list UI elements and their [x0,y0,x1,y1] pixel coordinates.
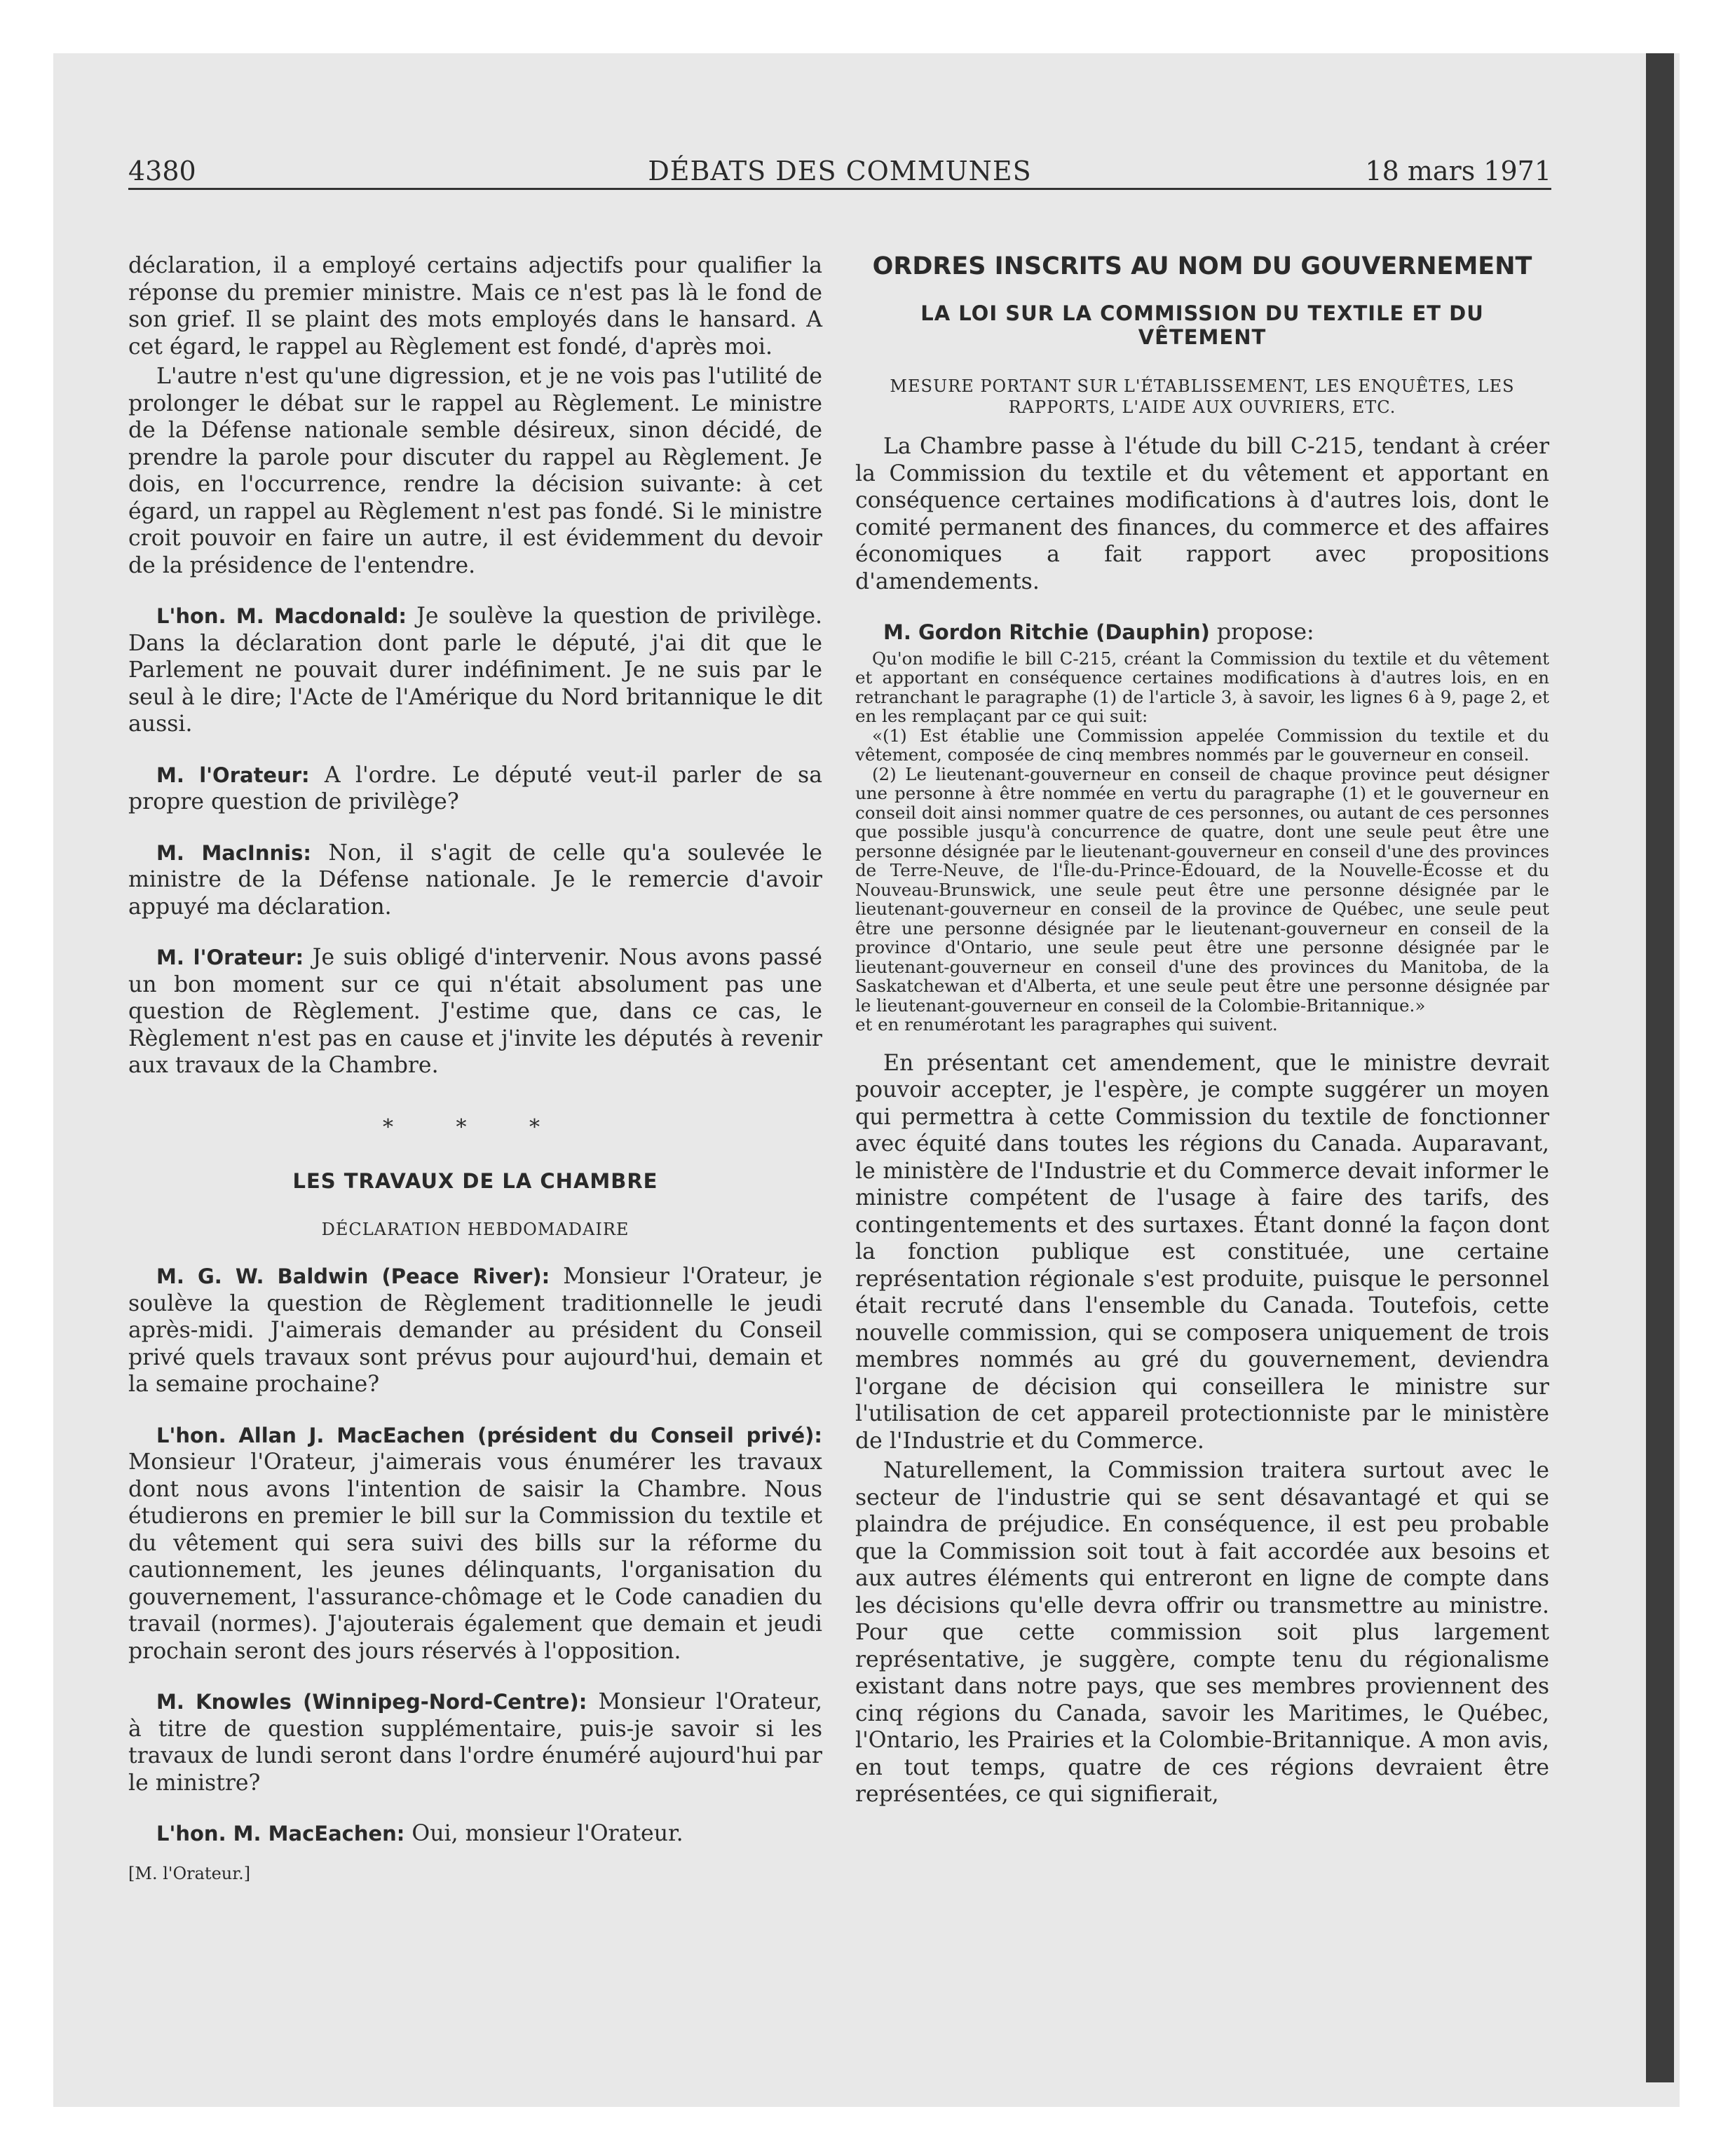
section-subtitle: DÉCLARATION HEBDOMADAIRE [321,1220,630,1239]
speech [128,1422,822,1665]
speech-text: propose: [1209,620,1314,645]
measure-description: MESURE PORTANT SUR L'ÉTABLISSEMENT, LES ENQUÊTES, LES RAPPORTS, L'AIDE AUX OUVRIERS, ETC. [890,376,1515,417]
paragraph: En présentant cet amendement, que le ministre devrait pouvoir accepter, je l'espère, je compte suggérer un moyen qui permettra à cette Commission du textile de fonctionner avec équité dans toutes les régions du Canada. Auparavant, le ministère de l'Industrie et du Commerce devait informer le ministre compétent de l'usage à faire des tarifs, des contingentements et des surtaxes. Étant donné la façon dont la fonction publique est constituée, une certaine représentation régionale s'est produite, puisque le personnel était recruté dans l'ensemble du Canada. Toutefois, cette nouvelle commission, qui se composera uniquement de trois membres nommés au gré du gouvernement, deviendra l'organe de décision qui conseillera le ministre sur l'utilisation de cet appareil protectionniste par le ministère de l'Industrie et du Commerce. [855,1050,1549,1454]
speech-text: Oui, monsieur l'Orateur. [404,1821,683,1846]
paragraph: L'autre n'est qu'une digression, et je ne vois pas l'utilité de prolonger le débat sur le rappel au Règlement. Le ministre de la Défense nationale semble désireux, sinon décidé, de prendre la parole pour discuter du rappel au Règlement. Je dois, en l'occurrence, rendre la décision suivante: à cet égard, un rappel au Règlement n'est pas fondé. Si le ministre croit pouvoir en faire un autre, il est évidemment du devoir de la présidence de l'entendre. [128,364,822,578]
amendment-paragraph: (2) Le lieutenant-gouverneur en conseil de chaque province peut désigner une personne à être nommée en vertu du paragraphe (1) et le gouverneur en conseil doit ainsi nommer quatre de ces personnes, ou autant de ces personnes que possible jusqu'à concurrence de quatre, dont une seule peut être une personne désignée par le lieutenant-gouverneur en conseil d'une des provinces de Terre-Neuve, de l'Île-du-Prince-Édouard, de la Nouvelle-Écosse et du Nouveau-Brunswick, une seule peut être une personne désignée par le lieutenant-gouverneur en conseil de la province de Québec, une seule peut être une personne désignée par le lieutenant-gouverneur en conseil de la province d'Ontario, une seule peut être une personne désignée par le lieutenant-gouverneur en conseil d'une des provinces du Manitoba, de la Saskatchewan et d'Alberta, et une seule peut être une personne désignée par le lieutenant-gouverneur en conseil de la Colombie-Britannique.» [855,763,1549,1016]
speech-text: Monsieur l'Orateur, à titre de question supplémentaire, puis-je savoir si les travaux de lundi seront dans l'ordre énuméré aujourd'hui par le ministre? [128,1689,822,1796]
left-column [128,252,822,1887]
speaker-name: L'hon. M. MacEachen: [156,1822,405,1845]
speech-text: Non, il s'agit de celle qu'a soulevée le ministre de la Défense nationale. Je le remercie d'avoir appuyé ma déclaration. [128,840,822,920]
amendment-text [855,649,1549,1035]
speech-text: Monsieur l'Orateur, j'aimerais vous énumérer les travaux dont nous avons l'intention de saisir la Chambre. Nous étudierons en premier le bill sur la Commission du textile et du vêtement qui sera suivi des bills sur la réforme du cautionnement, les jeunes délinquants, l'organisation du gouvernement, l'assurance-chômage et le Code canadien du travail (normes). J'ajouterais également que demain et jeudi prochain seront des jours réservés à l'opposition. [128,1449,822,1664]
speech-text: Je suis obligé d'intervenir. Nous avons passé un bon moment sur ce qui n'était absolument pas une question de Règlement. J'estime que, dans ce cas, le Règlement n'est pas en cause et j'invite les députés à revenir aux travaux de la Chambre. [128,945,822,1078]
speech [128,603,822,738]
speech-text: A l'ordre. Le député veut-il parler de sa propre question de privilège? [128,762,823,814]
speaker-name: M. l'Orateur: [156,946,304,969]
main-heading: ORDRES INSCRITS AU NOM DU GOUVERNEMENT [872,252,1532,280]
speech [128,840,822,921]
speaker-name: M. l'Orateur: [156,763,310,787]
paragraph: Naturellement, la Commission traitera surtout avec le secteur de l'industrie qui se sent désavantagé et qui se plaindra de préjudice. En conséquence, il est peu probable que la Commission soit tout à fait accordée aux besoins et aux autres éléments qui entreront en ligne de compte dans les décisions qu'elle devra offrir ou transmettre au ministre. Pour que cette commission soit plus largement représentative, je suggère, compte tenu du régionalisme existant dans notre pays, que ses membres proviennent des cinq régions du Canada, savoir les Maritimes, le Québec, l'Ontario, les Prairies et la Colombie-Britannique. A mon avis, en tout temps, quatre de ces régions devraient être représentées, ce qui signifierait, [855,1458,1549,1807]
bill-heading: LA LOI SUR LA COMMISSION DU TEXTILE ET DU VÊTEMENT [920,301,1484,349]
section-title: LES TRAVAUX DE LA CHAMBRE [292,1169,658,1193]
amendment-paragraph: «(1) Est établie une Commission appelée Commission du textile et du vêtement, composée de cinq membres nommés par le gouverneur en conseil. [855,725,1549,765]
speech-text: Je soulève la question de privilège. Dans la déclaration dont parle le député, j'ai dit que le Parlement ne pouvait durer indéfiniment. Je ne suis par le seul à le dire; l'Acte de l'Amérique du Nord britannique le dit aussi. [128,603,822,737]
publication-title: DÉBATS DES COMMUNES [648,156,1032,186]
paragraph: La Chambre passe à l'étude du bill C-215, tendant à créer la Commission du textile et du vêtement et apportant en conséquence certaines modifications à d'autres lois, dont le comité permanent des finances, du commerce et des affaires économiques a fait rapport avec propositions d'amendements. [855,434,1549,594]
section-separator: * * * [382,1114,569,1140]
paragraph: déclaration, il a employé certains adjectifs pour qualifier la réponse du premier ministre. Mais ce n'est pas là le fond de son grief. Il se plaint des mots employés dans le hansard. A cet égard, le rappel au Règlement est fondé, d'après moi. [128,253,822,360]
speech [128,1820,822,1848]
speaker-name: M. Gordon Ritchie (Dauphin) [883,620,1210,644]
speech [855,619,1549,646]
amendment-paragraph: Qu'on modifie le bill C-215, créant la Commission du textile et du vêtement et apportant en conséquence certaines modifications à d'autres lois, en en retranchant le paragraphe (1) de l'article 3, à savoir, les lignes 6 à 9, page 2, et en les remplaçant par ce qui suit: [855,648,1549,726]
speaker-name: M. MacInnis: [156,840,311,865]
speech [128,762,822,816]
scan-edge-shadow [1646,53,1674,2082]
right-column [855,252,1549,1811]
speech [128,944,822,1079]
speech [128,1263,822,1398]
page-number: 4380 [128,156,196,186]
page-date: 18 mars 1971 [1365,156,1551,186]
speaker-name: M. G. W. Baldwin (Peace River): [156,1264,550,1288]
amendment-paragraph: et en renumérotant les paragraphes qui suivent. [855,1014,1278,1035]
speaker-name: M. Knowles (Winnipeg-Nord-Centre): [156,1690,587,1714]
page-header [128,156,1551,190]
speaker-name: L'hon. Allan J. MacEachen (président du Conseil privé): [156,1423,822,1447]
speech-text: Monsieur l'Orateur, je soulève la question de Règlement traditionnelle le jeudi après-midi. J'aimerais demander au président du Conseil privé quels travaux sont prévus pour aujourd'hui, demain et la semaine prochaine? [128,1264,822,1397]
speaker-footnote: [M. l'Orateur.] [128,1863,251,1883]
speaker-name: L'hon. M. Macdonald: [156,604,407,628]
speech [128,1688,822,1796]
